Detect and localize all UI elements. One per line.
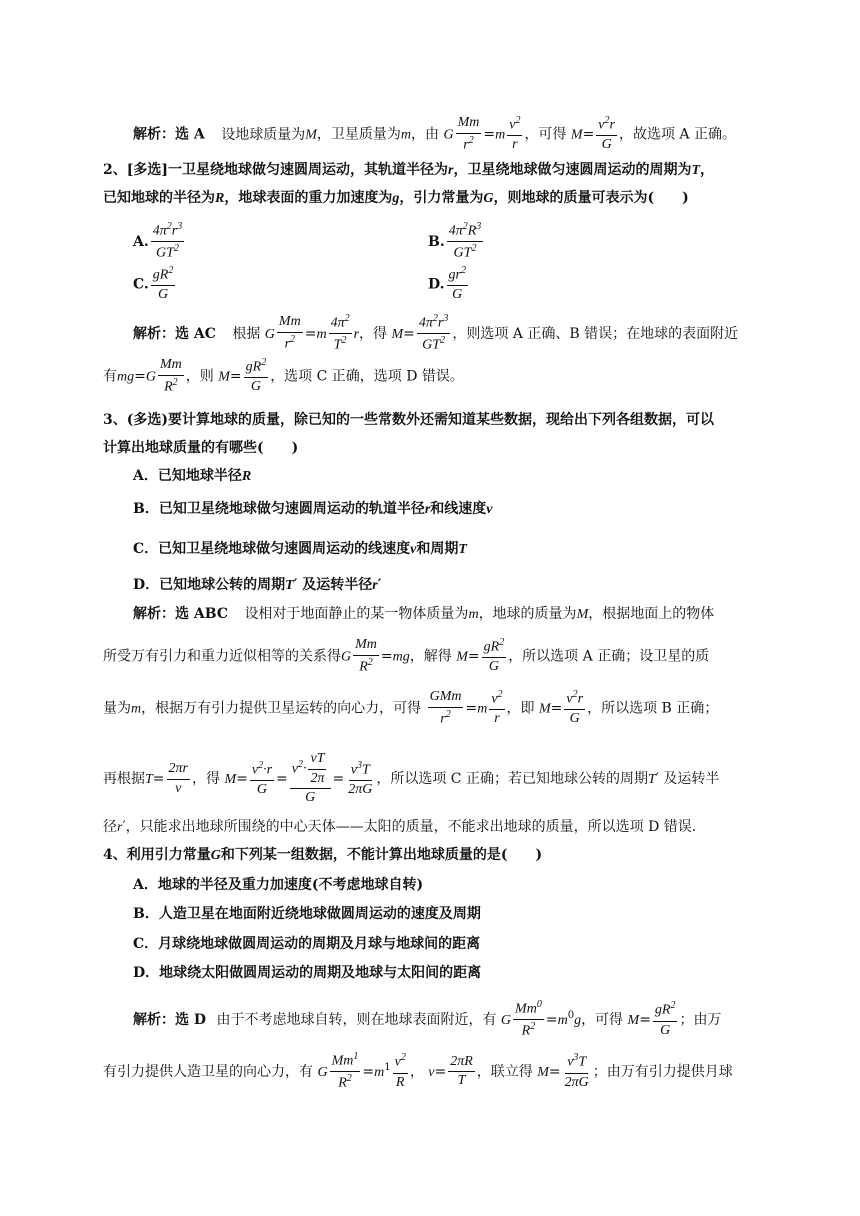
fraction: $\frac{2\pi r}{v}$ [168, 760, 188, 796]
fraction: $\frac{v^2r}{G}$ [566, 689, 584, 727]
fraction: $\frac{v^2r}{G}$ [598, 115, 615, 153]
fraction: $\frac{gr^2}{G}$ [448, 265, 466, 303]
q3-analysis-line3: 量为m，根据万有引力提供卫星运转的向心力，可得 GMm $r^2$ =m $\frac{v^2}{r}$ ，即 M= $\frac{v^2r}{G}$ ，所以选项 B 正确； [103, 689, 719, 727]
fraction: $\frac{4\pi^2R^3}{GT^2}$ [448, 221, 482, 261]
q2-analysis-line2: 有mg=G $\frac{Mm}{R^2}$ ，则 M= $\frac{gR^2}{G}$ ，选项 C 正确，选项 D 错误。 [103, 357, 464, 395]
analysis-label: 解析： [133, 126, 175, 143]
q2-option-b[interactable]: B. $\frac{4\pi^2R^3}{GT^2}$ [428, 221, 482, 261]
q2-option-a[interactable]: A. $\frac{4\pi^2r^3}{GT^2}$ [133, 221, 183, 261]
fraction: $\frac{v^3T}{2\pi G}$ [564, 1052, 589, 1090]
q3-option-c[interactable]: C．已知卫星绕地球做匀速圆周运动的线速度v和周期T [133, 541, 467, 557]
fraction: $\frac{v^3T}{2\pi G}$ [348, 759, 373, 797]
q4-option-b[interactable]: B．人造卫星在地面附近绕地球做圆周运动的速度及周期 [133, 906, 481, 922]
q3-analysis-line5: 径r′，只能求出地球所围绕的中心天体——太阳的质量，不能求出地球的质量，所以选项 D 错误. [103, 819, 697, 835]
q4-stem: 4、利用引力常量G和下列某一组数据，不能计算出地球质量的是( ) [103, 847, 543, 863]
q3-option-d[interactable]: D．已知地球公转的周期T′ 及运转半径r′ [133, 577, 382, 593]
fraction: $\frac{gR^2}{G}$ [152, 265, 174, 303]
fraction: $\frac{4\pi^2r^3}{GT^2}$ [152, 221, 183, 261]
fraction: $\frac{gR^2}{G}$ [245, 357, 267, 395]
q2-stem-line1: 2、[多选]一卫星绕地球做匀速圆周运动，其轨道半径为r，卫星绕地球做匀速圆周运动的周期为T， [103, 162, 715, 178]
fraction: $\frac{Mm}{R^2}$ [159, 357, 182, 395]
fraction: $\frac{2\pi R}{T}$ [450, 1053, 473, 1089]
fraction: $\frac{gR^2}{G}$ [483, 637, 505, 675]
fraction: $\frac{Mm^1}{R^2}$ [331, 1051, 359, 1091]
fraction: $\frac{4\pi^2r^3}{GT^2}$ [418, 313, 449, 353]
q2-option-d[interactable]: D. $\frac{gr^2}{G}$ [428, 265, 466, 303]
fraction: GMm $r^2$ [429, 689, 462, 727]
q3-stem-line1: 3、(多选)要计算地球的质量，除已知的一些常数外还需知道某些数据，现给出下列各组数据，可以 [103, 412, 714, 428]
q4-option-d[interactable]: D．地球绕太阳做圆周运动的周期及地球与太阳间的距离 [133, 965, 482, 981]
q4-option-a[interactable]: A．地球的半径及重力加速度(不考虑地球自转) [133, 877, 424, 893]
q4-option-c[interactable]: C．月球绕地球做圆周运动的周期及月球与地球间的距离 [133, 936, 481, 952]
q3-analysis-line4: 再根据T= $\frac{2\pi r}{v}$ ，得 M= $\frac{v^2\cdot r}{G}$ = $v^2\cdot$ $\frac{vT}{2\pi}$ G = $\frac{v^3T}{2\pi G}$ ，所以选项 C 正确；若已知地球公转的周期T′ 及运转半 [103, 751, 720, 806]
q3-option-a[interactable]: A．已知地球半径R [133, 468, 252, 484]
fraction: $\frac{v^2}{r}$ [491, 689, 503, 727]
fraction: $\frac{v^2}{r}$ [509, 115, 521, 153]
fraction: $v^2\cdot$ $\frac{vT}{2\pi}$ G [290, 752, 331, 806]
analysis-choice: 选 A [175, 126, 205, 143]
fraction: $\frac{v^2}{R}$ [394, 1052, 406, 1090]
fraction: $\frac{gR^2}{G}$ [654, 1000, 676, 1038]
q1-analysis: 解析：选 A 设地球质量为M，卫星质量为m，由 G $\frac{Mm}{r^2}$ =m $\frac{v^2}{r}$ ，可得 M= $\frac{v^2r}{G}$ ，故选项 A 正确。 [133, 115, 736, 153]
q3-analysis-line1: 解析：选 ABC 设相对于地面静止的某一物体质量为m，地球的质量为M，根据地面上的物体 [133, 606, 715, 622]
q2-stem-line2: 已知地球的半径为R，地球表面的重力加速度为g，引力常量为G，则地球的质量可表示为( ) [103, 190, 689, 206]
q2-option-c[interactable]: C. $\frac{gR^2}{G}$ [133, 265, 174, 303]
fraction: $\frac{Mm^0}{R^2}$ [515, 999, 542, 1039]
q3-option-b[interactable]: B．已知卫星绕地球做匀速圆周运动的轨道半径r和线速度v [133, 501, 493, 517]
q3-analysis-line2: 所受万有引力和重力近似相等的关系得G $\frac{Mm}{R^2}$ =mg，解得 M= $\frac{gR^2}{G}$ ，所以选项 A 正确；设卫星的质 [103, 637, 710, 675]
fraction: $\frac{Mm}{r^2}$ [457, 115, 480, 153]
fraction: $\frac{Mm}{r^2}$ [278, 314, 301, 352]
q3-stem-line2: 计算出地球质量的有哪些( ) [103, 440, 299, 456]
fraction: $\frac{4\pi^2}{T^2}$ [330, 313, 350, 353]
fraction: $\frac{Mm}{R^2}$ [355, 637, 377, 675]
q2-analysis-line1: 解析：选 AC 根据 G $\frac{Mm}{r^2}$ =m $\frac{4\pi^2}{T^2}$ r，得 M= $\frac{4\pi^2r^3}{GT^2}$ ，则选项 A 正确、B 错误；在地球的表面附近 [133, 313, 739, 353]
q4-analysis-line1: 解析：选 D 由于不考虑地球自转，则在地球表面附近，有 G $\frac{Mm^0}{R^2}$ $=m^0g$，可得 M= $\frac{gR^2}{G}$ ；由万 [133, 999, 722, 1039]
fraction: $\frac{v^2\cdot r}{G}$ [251, 759, 273, 797]
q4-analysis-line2: 有引力提供人造卫星的向心力，有 G $\frac{Mm^1}{R^2}$ $=m^1$ $\frac{v^2}{R}$ ， v= $\frac{2\pi R}{T}$ ，联立得 M= $\frac{v^3T}{2\pi G}$ ；由万有引力提供月球 [103, 1051, 733, 1091]
